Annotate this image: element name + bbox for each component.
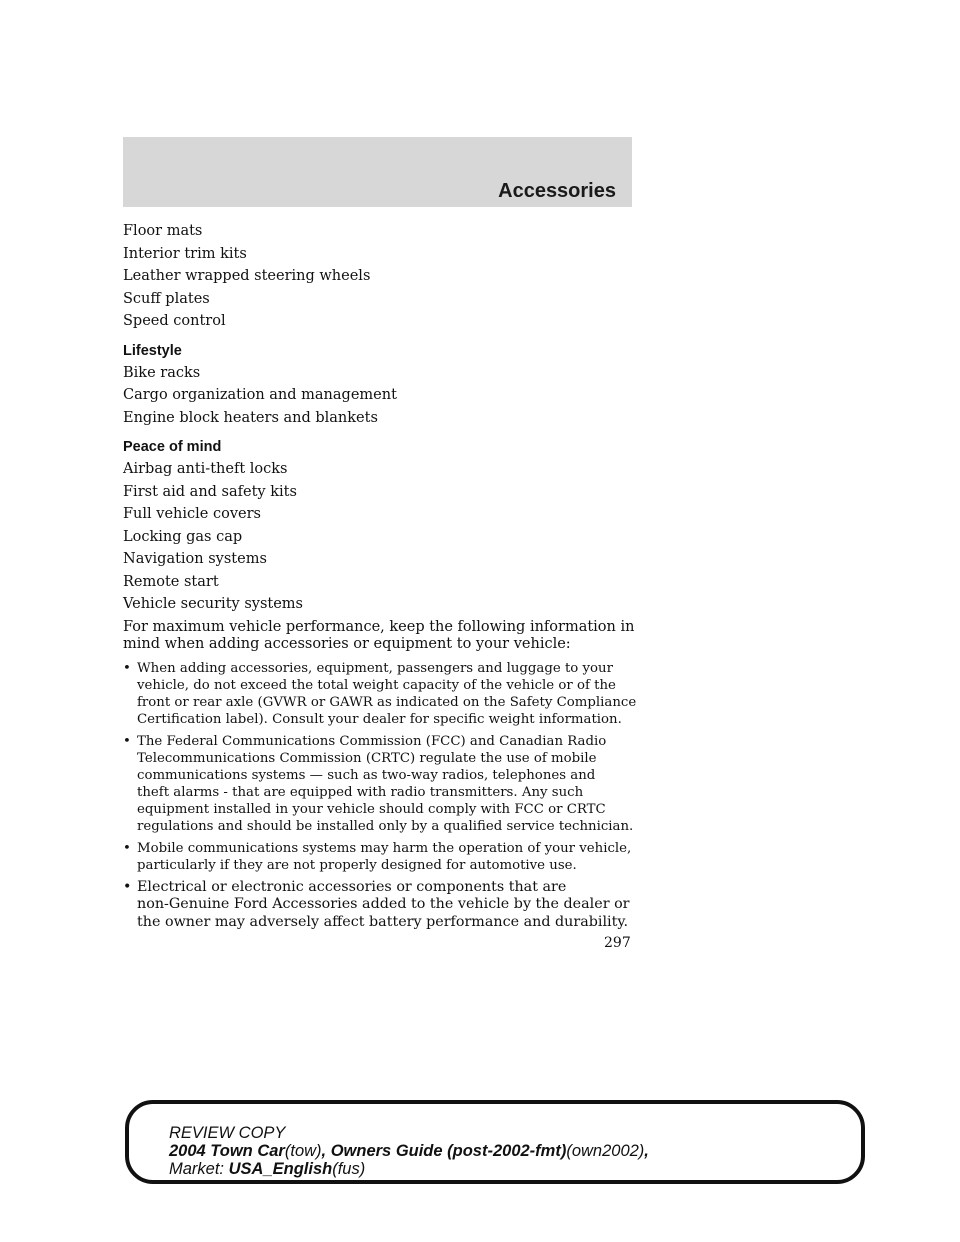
review-copy-model-line xyxy=(169,1142,649,1160)
list-item: Bike racks xyxy=(123,364,201,381)
bullet-icon: • xyxy=(123,660,131,676)
performance-bullets xyxy=(123,660,643,932)
list-item: Navigation systems xyxy=(123,551,267,567)
bullet-electrical xyxy=(123,879,643,932)
list-item: Interior trim kits xyxy=(123,245,247,262)
bullet-line: Telecommunications Commission (CRTC) regulate the use of mobile xyxy=(137,750,597,766)
list-item: Locking gas cap xyxy=(123,528,243,545)
bullet-line: The Federal Communications Commission (FCC) and Canadian Radio xyxy=(137,733,607,749)
bullet-line: front or rear axle (GVWR or GAWR as indicated on the Safety Compliance xyxy=(137,694,637,710)
list-item: First aid and safety kits xyxy=(123,483,297,500)
bullet-line: When adding accessories, equipment, passengers and luggage to your xyxy=(137,660,613,676)
list-item: Remote start xyxy=(123,573,219,590)
guide-code: (own2002) xyxy=(566,1142,645,1160)
paragraph-line: For maximum vehicle performance, keep the following information in xyxy=(123,618,635,635)
section-header-band xyxy=(123,137,632,207)
bullet-icon: • xyxy=(123,733,131,749)
list-item: Engine block heaters and blankets xyxy=(123,409,378,426)
bullet-weight xyxy=(123,660,643,728)
bullet-line: communications systems — such as two-way radios, telephones and xyxy=(137,767,596,783)
list-item: Airbag anti-theft locks xyxy=(123,461,288,477)
model-name: 2004 Town Car xyxy=(169,1142,285,1160)
page-content xyxy=(123,220,643,936)
lifestyle-heading: Lifestyle xyxy=(123,342,182,359)
peace-of-mind-list xyxy=(123,458,643,616)
list-item: Floor mats xyxy=(123,223,203,239)
list-item: Full vehicle covers xyxy=(123,506,261,522)
list-item: Scuff plates xyxy=(123,290,210,307)
list-item: Speed control xyxy=(123,313,226,329)
trailing-comma: , xyxy=(644,1142,649,1160)
market-label: Market: xyxy=(169,1160,225,1178)
bullet-line: vehicle, do not exceed the total weight capacity of the vehicle or of the xyxy=(137,677,616,693)
review-copy-text xyxy=(169,1124,649,1178)
bullet-icon: • xyxy=(123,840,131,856)
bullet-line: particularly if they are not properly designed for automotive use. xyxy=(137,857,577,873)
market-code: (fus) xyxy=(332,1160,366,1178)
bullet-line: Certification label). Consult your dealer for specific weight information. xyxy=(137,711,622,727)
review-copy-market-line xyxy=(169,1160,649,1178)
review-copy-title: REVIEW COPY xyxy=(169,1124,286,1142)
intro-list xyxy=(123,220,643,333)
market-value: USA_English xyxy=(228,1160,333,1178)
list-item: Cargo organization and management xyxy=(123,387,397,403)
section-title: Accessories xyxy=(498,180,616,202)
bullet-line: theft alarms - that are equipped with radio transmitters. Any such xyxy=(137,784,584,800)
bullet-line: non-Genuine Ford Accessories added to the vehicle by the dealer or xyxy=(137,896,630,912)
bullet-line: Electrical or electronic accessories or components that are xyxy=(137,878,567,895)
paragraph-line: mind when adding accessories or equipment to your vehicle: xyxy=(123,636,571,652)
guide-name: Owners Guide (post-2002-fmt) xyxy=(326,1142,567,1160)
separator: , xyxy=(321,1142,327,1160)
bullet-fcc xyxy=(123,733,643,835)
bullet-line: equipment installed in your vehicle should comply with FCC or CRTC xyxy=(137,801,606,817)
peace-of-mind-heading: Peace of mind xyxy=(123,439,222,455)
bullet-line: the owner may adversely affect battery performance and durability. xyxy=(137,913,629,930)
page-number: 297 xyxy=(604,935,631,951)
list-item: Leather wrapped steering wheels xyxy=(123,268,371,284)
lifestyle-list xyxy=(123,362,643,430)
list-item: Vehicle security systems xyxy=(123,596,303,612)
bullet-line: regulations and should be installed only by a qualified service technician. xyxy=(137,818,634,834)
review-copy-box xyxy=(125,1100,865,1184)
performance-intro xyxy=(123,619,643,654)
bullet-icon: • xyxy=(123,878,132,895)
model-code: (tow) xyxy=(284,1142,322,1160)
bullet-mobile xyxy=(123,840,643,874)
bullet-line: Mobile communications systems may harm the operation of your vehicle, xyxy=(137,840,632,856)
